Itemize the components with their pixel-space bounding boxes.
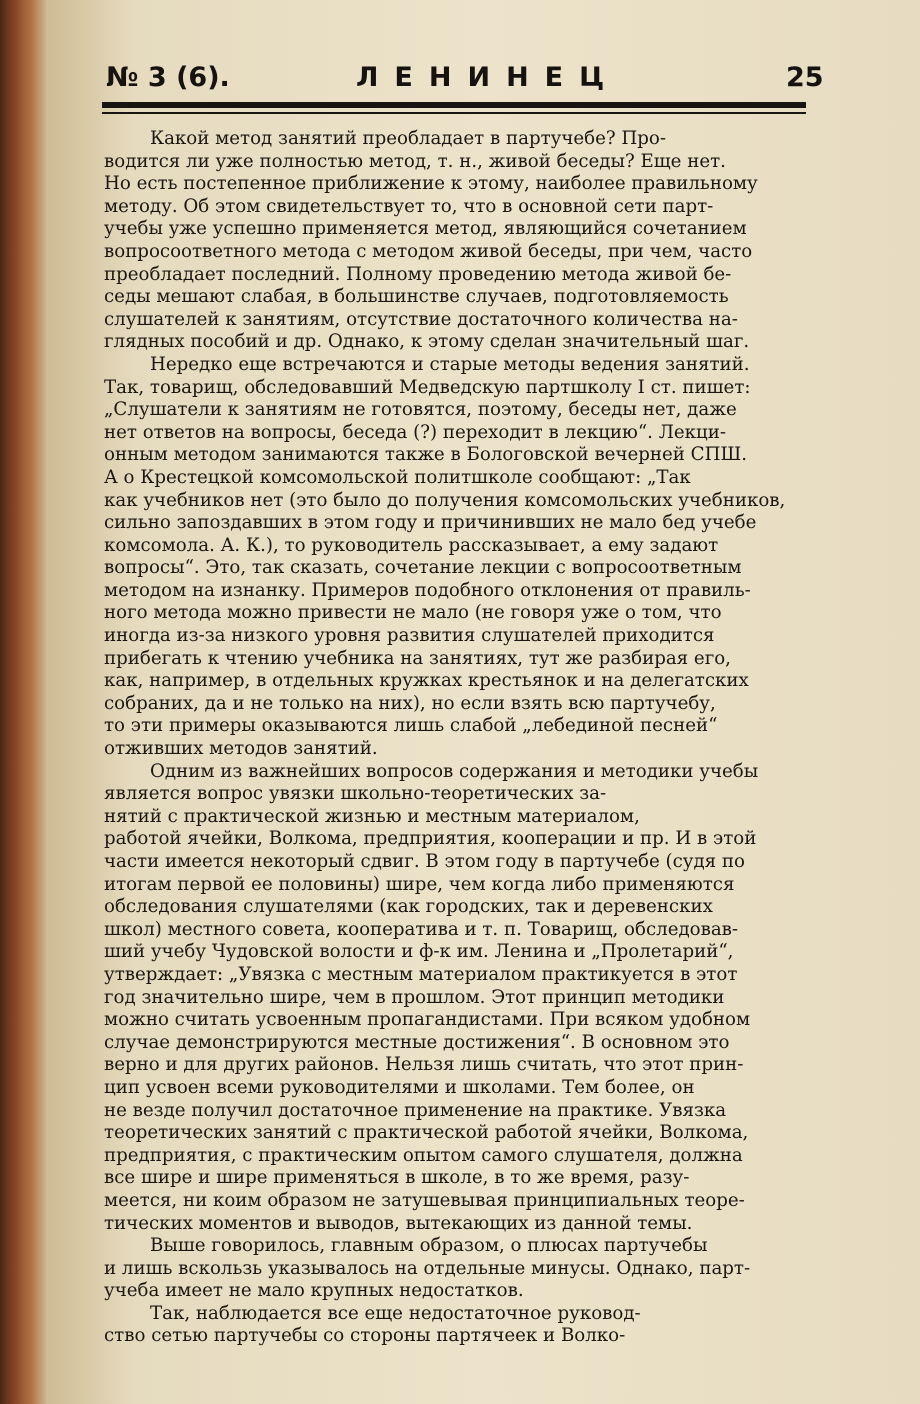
text-line: как, например, в отдельных кружках крестьянок и на делегатских [104, 670, 749, 692]
text-line: онным методом занимаются также в Бологовской вечерней СПШ. [104, 444, 747, 466]
text-line: ного метода можно привести не мало (не говоря уже о том, что [104, 602, 722, 624]
journal-title: ЛЕНИНЕЦ [356, 62, 621, 93]
text-line: методу. Об этом свидетельствует то, что в основной сети парт- [104, 195, 714, 217]
text-line: теоретических занятий с практической работой ячейки, Волкома, [104, 1122, 749, 1144]
text-line: прибегать к чтению учебника на занятиях, тут же разбирая его, [104, 647, 731, 669]
text-line: ший учебу Чудовской волости и ф-к им. Ленина и „Пролетарий“, [104, 941, 734, 963]
text-line: слушателей к занятиям, отсутствие достаточного количества на- [104, 308, 738, 330]
text-line: Одним из важнейших вопросов содержания и методики учебы [150, 760, 759, 782]
text-line: тических моментов и выводов, вытекающих из данной темы. [104, 1212, 693, 1234]
text-line: можно считать усвоенным пропагандистами. При всяком удобном [104, 1009, 751, 1031]
text-line: А о Крестецкой комсомольской политшколе сообщают: „Так [104, 466, 691, 488]
article-body [104, 128, 814, 1348]
text-line: обследования слушателями (как городских, так и деревенских [104, 896, 713, 918]
header-rule-thick [102, 102, 806, 108]
text-line: Так, наблюдается все еще недостаточное руковод- [150, 1302, 641, 1324]
text-line: преобладает последний. Полному проведению метода живой бе- [104, 263, 732, 285]
page-number: 25 [786, 62, 824, 93]
text-line: Какой метод занятий преобладает в партучебе? Про- [150, 128, 666, 149]
text-line: все шире и шире применяться в школе, в то же время, разу- [104, 1167, 690, 1189]
text-line: „Слушатели к занятиям не готовятся, поэтому, беседы нет, даже [104, 399, 737, 421]
text-line: случае демонстрируются местные достижения“. В основном это [104, 1031, 730, 1053]
text-line: Так, товарищ, обследовавший Медведскую партшколу I ст. пишет: [104, 376, 751, 398]
text-line: меется, ни коим образом не затушевывая принципиальных теоре- [104, 1189, 745, 1211]
text-line: школ) местного совета, кооператива и т. п. Товарищ, обследовав- [104, 918, 739, 940]
text-line: как учебников нет (это было до получения комсомольских учебников, [104, 489, 786, 511]
text-line: является вопрос увязки школьно-теоретических за- [104, 783, 607, 805]
text-line: учеба имеет не мало крупных недостатков. [104, 1280, 524, 1302]
text-line: не везде получил достаточное применение на практике. Увязка [104, 1099, 727, 1121]
issue-number: № 3 (6). [106, 62, 230, 93]
text-line: ство сетью партучебы со стороны партячеек и Волко- [104, 1325, 626, 1347]
text-line: утверждает: „Увязка с местным материалом практикуется в этот [104, 963, 738, 985]
text-line: отживших методов занятий. [104, 738, 378, 760]
text-line: и лишь вскользь указывалось на отдельные минусы. Однако, парт- [104, 1257, 751, 1279]
book-spine [0, 0, 46, 1404]
text-line: работой ячейки, Волкома, предприятия, кооперации и пр. И в этой [104, 828, 757, 850]
running-header [106, 58, 866, 102]
text-line: глядных пособий и др. Однако, к этому сделан значительный шаг. [104, 331, 750, 353]
text-line: водится ли уже полностью метод, т. н., живой беседы? Еще нет. [104, 150, 726, 172]
text-line: год значительно шире, чем в прошлом. Этот принцип методики [104, 986, 725, 1008]
page [46, 0, 920, 1404]
text-line: то эти примеры оказываются лишь слабой „лебединой песней“ [104, 715, 718, 737]
text-line: сильно запоздавших в этом году и причинивших не мало бед учебе [104, 512, 757, 534]
text-line: Но есть постепенное приближение к этому, наиболее правильному [104, 173, 758, 195]
text-line: вопросы“. Это, так сказать, сочетание лекции с вопросоответным [104, 557, 742, 579]
text-line: собраних, да и не только на них), но если взять всю партучебу, [104, 692, 716, 714]
text-line: нятий с практической жизнью и местным материалом, [104, 805, 640, 827]
text-line: вопросоответного метода с методом живой беседы, при чем, часто [104, 240, 753, 262]
text-line: Нередко еще встречаются и старые методы ведения занятий. [150, 353, 750, 375]
text-line: цип усвоен всеми руководителями и школами. Тем более, он [104, 1076, 695, 1098]
text-line: нет ответов на вопросы, беседа (?) переходит в лекцию“. Лекци- [104, 421, 727, 443]
text-line: комсомола. А. К.), то руководитель рассказывает, а ему задают [104, 534, 719, 556]
text-line: седы мешают слабая, в большинстве случаев, подготовляемость [104, 286, 729, 308]
text-line: части имеется некоторый сдвиг. В этом году в партучебе (судя по [104, 851, 746, 872]
text-line: учебы уже успешно применяется метод, являющийся сочетанием [104, 218, 747, 240]
text-line: методом на изнанку. Примеров подобного отклонения от правиль- [104, 579, 751, 601]
text-line: итогам первой ее половины) шире, чем когда либо применяются [104, 873, 735, 895]
header-rule-thin [102, 112, 806, 114]
text-line: иногда из-за низкого уровня развития слушателей приходится [104, 625, 715, 647]
text-line: верно и для других районов. Нельзя лишь считать, что этот прин- [104, 1054, 744, 1076]
text-line: Выше говорилось, главным образом, о плюсах партучебы [150, 1235, 708, 1257]
text-line: предприятия, с практическим опытом самого слушателя, должна [104, 1144, 743, 1166]
